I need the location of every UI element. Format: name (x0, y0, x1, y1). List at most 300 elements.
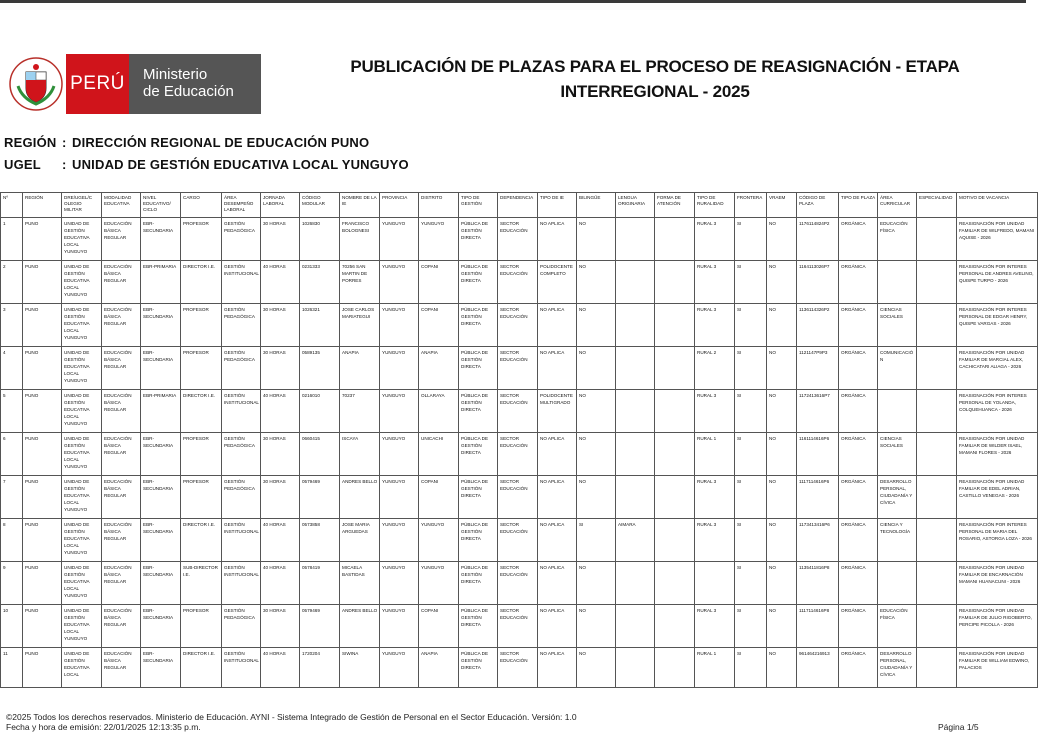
table-header: DEPENDENCIA (498, 193, 538, 218)
table-cell: UNIDAD DE GESTIÓN EDUCATIVA LOCAL YUNGUYO (62, 261, 102, 304)
table-row (1, 261, 1038, 304)
table-cell: DESARROLLO PERSONAL, CIUDADANÍA Y CÍVICA (878, 476, 917, 519)
table-cell: 0578419 (300, 562, 340, 605)
table-cell (616, 261, 655, 304)
table-cell: PUNO (23, 562, 62, 605)
table-cell: 40 HORAS (261, 648, 300, 688)
table-cell: UNIDAD DE GESTIÓN EDUCATIVA LOCAL (62, 648, 102, 688)
ugel-value: UNIDAD DE GESTIÓN EDUCATIVA LOCAL YUNGUYO (72, 157, 409, 172)
table-cell: 1135411816P8 (797, 562, 839, 605)
table-cell: SIWINA (340, 648, 380, 688)
table-cell: RURAL 3 (695, 261, 735, 304)
table-cell: DIRECTOR I.E. (181, 648, 222, 688)
table-cell: PROFESOR (181, 433, 222, 476)
table-cell: 30 HORAS (261, 347, 300, 390)
table-cell: SI (735, 519, 767, 562)
peru-brand-block (66, 54, 129, 114)
table-cell: ORGÁNICA (839, 347, 878, 390)
table-cell: NO APLICA (538, 519, 577, 562)
table-row (1, 433, 1038, 476)
table-cell: YUNGUYO (380, 648, 419, 688)
table-cell: YUNGUYO (380, 218, 419, 261)
table-cell (616, 476, 655, 519)
footer-copyright: ©2025 Todos los derechos reservados. Ministerio de Educación. AYNI - Sistema Integrado de Gestión de Personal en el Sector Educación. Versión: 1.0 (6, 712, 577, 722)
table-row (1, 218, 1038, 261)
table-cell: 30 HORAS (261, 218, 300, 261)
table-cell: PÚBLICA DE GESTIÓN DIRECTA (459, 562, 498, 605)
table-cell: SUB-DIRECTOR I.E. (181, 562, 222, 605)
table-cell: NO (767, 605, 797, 648)
table-header-row (1, 193, 1038, 218)
table-cell: AIMARA (616, 519, 655, 562)
table-cell: 3 (1, 304, 23, 347)
table-cell: PÚBLICA DE GESTIÓN DIRECTA (459, 390, 498, 433)
table-cell: PROFESOR (181, 304, 222, 347)
table-cell: SI (735, 433, 767, 476)
table-cell: UNIDAD DE GESTIÓN EDUCATIVA LOCAL YUNGUYO (62, 390, 102, 433)
vacancies-table (0, 192, 1038, 688)
table-header: MODALIDAD EDUCATIVA (102, 193, 141, 218)
table-cell (616, 433, 655, 476)
page-title (350, 54, 960, 104)
table-cell: REASIGNACIÓN POR UNIDAD FAMILIAR DE JULIO RIGOBERTO, PERCIPE PICOLLA - 2026 (957, 605, 1038, 648)
table-cell: EDUCACIÓN FÍSICA (878, 218, 917, 261)
table-cell: REASIGNACIÓN POR INTERES PERSONAL DE EDGAR HENRY, QUISPE VARGAS - 2026 (957, 304, 1038, 347)
region-label: REGIÓN (4, 135, 57, 150)
table-cell: EBR-SECUNDARIA (141, 304, 181, 347)
table-cell (655, 433, 695, 476)
table-cell (655, 476, 695, 519)
table-cell: PÚBLICA DE GESTIÓN DIRECTA (459, 476, 498, 519)
table-cell: 9 (1, 562, 23, 605)
table-cell (655, 304, 695, 347)
table-header: DISTRITO (419, 193, 459, 218)
table-body (1, 218, 1038, 688)
table-cell: EBR-SECUNDARIA (141, 605, 181, 648)
table-cell (616, 347, 655, 390)
table-cell: GESTIÓN INSTITUCIONAL (222, 519, 261, 562)
table-cell: ORGÁNICA (839, 519, 878, 562)
table-header: LENGUA ORIGINARIA (616, 193, 655, 218)
table-cell: 0660415 (300, 433, 340, 476)
table-cell: 40 HORAS (261, 390, 300, 433)
table-cell: PÚBLICA DE GESTIÓN DIRECTA (459, 218, 498, 261)
table-cell: NO APLICA (538, 648, 577, 688)
table-cell: EBR-PRIMARIA (141, 261, 181, 304)
table-cell: EBR-SECUNDARIA (141, 562, 181, 605)
table-cell: FRANCISCO BOLOGNESI (340, 218, 380, 261)
table-cell: NO (767, 304, 797, 347)
table-header: ÁREA CURRICULAR (878, 193, 917, 218)
table-cell: EDUCACIÓN BÁSICA REGULAR (102, 433, 141, 476)
table-cell: 1172413616P7 (797, 390, 839, 433)
brand-ministry-line1: Ministerio (143, 66, 208, 83)
table-cell: GESTIÓN PEDAGÓGICA (222, 218, 261, 261)
table-cell: SI (735, 261, 767, 304)
table-cell: ANDRES BELLO (340, 605, 380, 648)
top-rule (0, 0, 1026, 3)
table-cell: SECTOR EDUCACIÓN (498, 562, 538, 605)
table-cell: YUNGUYO (380, 433, 419, 476)
table-cell: RURAL 1 (695, 648, 735, 688)
table-cell: 8 (1, 519, 23, 562)
table-cell: 1121147P9P3 (797, 347, 839, 390)
table-cell: YUNGUYO (380, 390, 419, 433)
table-cell: CIENCIA Y TECNOLOGÍA (878, 519, 917, 562)
table-cell: NO APLICA (538, 605, 577, 648)
table-cell: UNIDAD DE GESTIÓN EDUCATIVA LOCAL YUNGUYO (62, 433, 102, 476)
table-cell: PÚBLICA DE GESTIÓN DIRECTA (459, 347, 498, 390)
table-header: CARGO (181, 193, 222, 218)
table-cell: 1720204 (300, 648, 340, 688)
table-cell: SI (735, 562, 767, 605)
table-cell: SECTOR EDUCACIÓN (498, 476, 538, 519)
table-cell: NO APLICA (538, 304, 577, 347)
table-cell: REASIGNACIÓN POR UNIDAD FAMILIAR DE EDEL ADRIAN, CASTILLO VENEGAS - 2026 (957, 476, 1038, 519)
table-header: TIPO DE GESTIÓN (459, 193, 498, 218)
table-cell (655, 347, 695, 390)
table-cell: REASIGNACIÓN POR UNIDAD FAMILIAR DE WILFREDO, MAMANI AQUISE - 2026 (957, 218, 1038, 261)
table-cell: EDUCACIÓN BÁSICA REGULAR (102, 648, 141, 688)
table-header: ESPECIALIDAD (917, 193, 957, 218)
table-cell: PUNO (23, 605, 62, 648)
table-cell: PROFESOR (181, 476, 222, 519)
table-header: FRONTERA (735, 193, 767, 218)
table-cell: SECTOR EDUCACIÓN (498, 605, 538, 648)
table-cell: YUNGUYO (419, 519, 459, 562)
table-header: TIPO DE PLAZA (839, 193, 878, 218)
title-line1: PUBLICACIÓN DE PLAZAS PARA EL PROCESO DE REASIGNACIÓN - ETAPA (350, 57, 960, 76)
table-cell (655, 519, 695, 562)
table-cell: 961464216913 (797, 648, 839, 688)
table-cell: ANAPIA (419, 648, 459, 688)
page-number: Página 1/5 (938, 722, 979, 732)
table-cell: NO APLICA (538, 433, 577, 476)
minedu-logo (8, 54, 254, 114)
table-cell: UNIDAD DE GESTIÓN EDUCATIVA LOCAL YUNGUYO (62, 304, 102, 347)
table-cell: EDUCACIÓN BÁSICA REGULAR (102, 519, 141, 562)
table-cell: ORGÁNICA (839, 605, 878, 648)
table-cell: RURAL 3 (695, 476, 735, 519)
table-cell (616, 648, 655, 688)
table-cell: 1161114616P6 (797, 433, 839, 476)
table-cell: GESTIÓN INSTITUCIONAL (222, 261, 261, 304)
table-cell: SI (735, 476, 767, 519)
table-cell: NO APLICA (538, 562, 577, 605)
table-row (1, 519, 1038, 562)
table-cell: SECTOR EDUCACIÓN (498, 390, 538, 433)
table-cell: EBR-SECUNDARIA (141, 347, 181, 390)
table-cell: GESTIÓN PEDAGÓGICA (222, 433, 261, 476)
table-cell: 70256 SAN MARTIN DE PORRES (340, 261, 380, 304)
table-cell: PUNO (23, 648, 62, 688)
table-cell: UNIDAD DE GESTIÓN EDUCATIVA LOCAL YUNGUYO (62, 218, 102, 261)
table-cell: PUNO (23, 476, 62, 519)
table-cell: PUNO (23, 347, 62, 390)
table-cell: EDUCACIÓN BÁSICA REGULAR (102, 476, 141, 519)
table-cell: SECTOR EDUCACIÓN (498, 304, 538, 347)
table-cell (655, 562, 695, 605)
table-cell: ANAPIA (419, 347, 459, 390)
table-cell: EBR-SECUNDARIA (141, 648, 181, 688)
table-cell: EDUCACIÓN FÍSICA (878, 605, 917, 648)
table-cell: 40 HORAS (261, 519, 300, 562)
table-cell: RURAL 3 (695, 605, 735, 648)
table-cell: DIRECTOR I.E. (181, 390, 222, 433)
table-row (1, 605, 1038, 648)
table-cell: NO (577, 476, 616, 519)
table-cell (616, 304, 655, 347)
table-cell: NO (767, 390, 797, 433)
ugel-line (4, 157, 409, 172)
table-cell: MICAELA BASTIDAS (340, 562, 380, 605)
table-cell: ORGÁNICA (839, 433, 878, 476)
table-header: DRE/UGEL/C OLEGIO MILITAR (62, 193, 102, 218)
table-row (1, 390, 1038, 433)
table-cell: SECTOR EDUCACIÓN (498, 433, 538, 476)
table-cell: UNIDAD DE GESTIÓN EDUCATIVA LOCAL YUNGUYO (62, 476, 102, 519)
table-cell: NO (767, 648, 797, 688)
table-cell: REASIGNACIÓN POR UNIDAD FAMILIAR DE WILDER ISAEL, MAMANI FLORES - 2026 (957, 433, 1038, 476)
table-cell: PUNO (23, 519, 62, 562)
table-cell: COPANI (419, 304, 459, 347)
table-cell: YUNGUYO (419, 562, 459, 605)
table-cell (917, 476, 957, 519)
table-cell: PÚBLICA DE GESTIÓN DIRECTA (459, 648, 498, 688)
table-row (1, 562, 1038, 605)
table-cell: EDUCACIÓN BÁSICA REGULAR (102, 347, 141, 390)
table-cell: EDUCACIÓN BÁSICA REGULAR (102, 304, 141, 347)
table-cell (655, 261, 695, 304)
table-cell: PROFESOR (181, 347, 222, 390)
table-cell: PUNO (23, 304, 62, 347)
table-cell: NO (767, 347, 797, 390)
table-cell: UNICACHI (419, 433, 459, 476)
table-cell: 0216010 (300, 390, 340, 433)
table-cell: REASIGNACIÓN POR INTERES PERSONAL DE MARIA DEL ROSARIO, ASTORGA LOZA - 2026 (957, 519, 1038, 562)
table-cell: NO (767, 519, 797, 562)
region-value: DIRECCIÓN REGIONAL DE EDUCACIÓN PUNO (72, 135, 370, 150)
table-header: VRAEM (767, 193, 797, 218)
table-cell: 4 (1, 347, 23, 390)
table-cell: 1026830 (300, 218, 340, 261)
table-cell: NO (577, 390, 616, 433)
table-cell: NO (577, 218, 616, 261)
table-cell: 30 HORAS (261, 476, 300, 519)
table-cell: 0573858 (300, 519, 340, 562)
table-cell: NO (767, 218, 797, 261)
table-cell (616, 605, 655, 648)
brand-ministry-line2: de Educación (143, 83, 234, 100)
table-cell: DESARROLLO PERSONAL, CIUDADANÍA Y CÍVICA (878, 648, 917, 688)
table-cell: NO (577, 347, 616, 390)
table-cell: PÚBLICA DE GESTIÓN DIRECTA (459, 605, 498, 648)
table-cell: 1164113026P7 (797, 261, 839, 304)
table-cell: EBR-SECUNDARIA (141, 476, 181, 519)
table-cell: ISCAYA (340, 433, 380, 476)
table-cell: 40 HORAS (261, 261, 300, 304)
ugel-colon: : (62, 157, 67, 172)
table-cell: ORGÁNICA (839, 304, 878, 347)
table-cell: 40 HORAS (261, 562, 300, 605)
table-cell: 11 (1, 648, 23, 688)
table-cell: PUNO (23, 218, 62, 261)
table-cell: YUNGUYO (419, 218, 459, 261)
table-cell: 1176114824P2 (797, 218, 839, 261)
table-cell: NO (577, 648, 616, 688)
table-cell: COPANI (419, 261, 459, 304)
table-cell: UNIDAD DE GESTIÓN EDUCATIVA LOCAL YUNGUYO (62, 562, 102, 605)
table-cell: 70237 (340, 390, 380, 433)
table-cell: EDUCACIÓN BÁSICA REGULAR (102, 218, 141, 261)
table-cell (917, 261, 957, 304)
table-cell: SECTOR EDUCACIÓN (498, 261, 538, 304)
table-cell: NO (577, 605, 616, 648)
table-cell (878, 562, 917, 605)
table-cell: JOSE MARIA ARGUEDAS (340, 519, 380, 562)
footer-emission-date: Fecha y hora de emisión: 22/01/2025 12:13:35 p.m. (6, 722, 201, 732)
table-row (1, 648, 1038, 688)
table-cell: 30 HORAS (261, 605, 300, 648)
table-cell (655, 648, 695, 688)
region-line (4, 135, 369, 150)
table-cell: REASIGNACIÓN POR UNIDAD FAMILIAR DE MARCIAL ALEX, CACHICATARI ALIAGA - 2026 (957, 347, 1038, 390)
table-cell: SECTOR EDUCACIÓN (498, 519, 538, 562)
table-cell: DIRECTOR I.E. (181, 261, 222, 304)
table-header: NOMBRE DE LA IE (340, 193, 380, 218)
table-cell: ORGÁNICA (839, 261, 878, 304)
table-cell: REASIGNACIÓN POR INTERES PERSONAL DE YOLANDA, COLQUEHUANCA - 2026 (957, 390, 1038, 433)
table-cell: REASIGNACIÓN POR UNIDAD FAMILIAR DE WILLIAM EDWINO, PALACIOS (957, 648, 1038, 688)
table-cell: YUNGUYO (380, 476, 419, 519)
table-cell: 1 (1, 218, 23, 261)
table-cell: PROFESOR (181, 218, 222, 261)
table-cell: EDUCACIÓN BÁSICA REGULAR (102, 605, 141, 648)
table-cell: NO (577, 562, 616, 605)
ugel-label: UGEL (4, 157, 41, 172)
table-cell: GESTIÓN INSTITUCIONAL (222, 562, 261, 605)
table-cell: DIRECTOR I.E. (181, 519, 222, 562)
table-cell (616, 562, 655, 605)
table-cell: RURAL 3 (695, 390, 735, 433)
table-cell: SI (735, 347, 767, 390)
table-cell: RURAL 1 (695, 433, 735, 476)
table-cell (616, 218, 655, 261)
table-cell (878, 261, 917, 304)
table-cell: UNIDAD DE GESTIÓN EDUCATIVA LOCAL YUNGUYO (62, 519, 102, 562)
table-cell: PÚBLICA DE GESTIÓN DIRECTA (459, 519, 498, 562)
table-header: ÁREA DESEMPEÑO LABORAL (222, 193, 261, 218)
table-cell: YUNGUYO (380, 347, 419, 390)
table-cell: EBR-SECUNDARIA (141, 218, 181, 261)
table-cell: NO (577, 433, 616, 476)
table-cell (655, 390, 695, 433)
table-header: CÓDIGO MODULAR (300, 193, 340, 218)
table-cell: OLLARAYA (419, 390, 459, 433)
table-cell: ANDRES BELLO (340, 476, 380, 519)
table-cell: 0579469 (300, 476, 340, 519)
table-cell: COMUNICACIÓN (878, 347, 917, 390)
table-cell: POLIDOCENTE COMPLETO (538, 261, 577, 304)
table-cell: 2 (1, 261, 23, 304)
table-cell: NO (577, 304, 616, 347)
table-cell: YUNGUYO (380, 519, 419, 562)
table-cell (917, 519, 957, 562)
table-cell (917, 390, 957, 433)
table-cell: SECTOR EDUCACIÓN (498, 218, 538, 261)
table-header: NIVEL EDUCATIVO/ CICLO (141, 193, 181, 218)
table-cell: 1136114326P2 (797, 304, 839, 347)
table-cell: 0231333 (300, 261, 340, 304)
table-cell: RURAL 2 (695, 347, 735, 390)
table-cell: 6 (1, 433, 23, 476)
table-cell: UNIDAD DE GESTIÓN EDUCATIVA LOCAL YUNGUYO (62, 347, 102, 390)
table-cell (616, 390, 655, 433)
table-cell: NO (767, 433, 797, 476)
ministry-brand-block (129, 54, 261, 114)
table-cell: JOSE CARLOS MARIATEGUI (340, 304, 380, 347)
table-cell: SI (735, 648, 767, 688)
table-cell: RURAL 3 (695, 218, 735, 261)
table-cell: EDUCACIÓN BÁSICA REGULAR (102, 261, 141, 304)
table-header: CÓDIGO DE PLAZA (797, 193, 839, 218)
table-cell: 5 (1, 390, 23, 433)
table-cell: RURAL 3 (695, 519, 735, 562)
table-cell: GESTIÓN PEDAGÓGICA (222, 476, 261, 519)
table-cell: 1117114616P8 (797, 605, 839, 648)
table-cell: UNIDAD DE GESTIÓN EDUCATIVA LOCAL YUNGUYO (62, 605, 102, 648)
table-row (1, 304, 1038, 347)
table-cell (878, 390, 917, 433)
table-cell: SI (735, 390, 767, 433)
table-cell: SI (735, 304, 767, 347)
table-header: BILINGÜE (577, 193, 616, 218)
table-cell: NO (767, 261, 797, 304)
table-cell: CIENCIAS SOCIALES (878, 433, 917, 476)
region-colon: : (62, 135, 67, 150)
table-cell: SI (735, 218, 767, 261)
table-cell (655, 605, 695, 648)
table-header: Nº (1, 193, 23, 218)
table-cell: ORGÁNICA (839, 562, 878, 605)
table-header: TIPO DE IE (538, 193, 577, 218)
table-cell (917, 648, 957, 688)
table-cell: EDUCACIÓN BÁSICA REGULAR (102, 390, 141, 433)
table-cell: YUNGUYO (380, 562, 419, 605)
table-cell (917, 304, 957, 347)
table-cell (917, 562, 957, 605)
table-cell (917, 605, 957, 648)
table-cell: SI (735, 605, 767, 648)
table-cell: 30 HORAS (261, 304, 300, 347)
table-header: PROVINCIA (380, 193, 419, 218)
table-cell: NO APLICA (538, 476, 577, 519)
table-cell: SECTOR EDUCACIÓN (498, 648, 538, 688)
table-cell: GESTIÓN PEDAGÓGICA (222, 605, 261, 648)
table-cell: COPANI (419, 476, 459, 519)
table-cell: PROFESOR (181, 605, 222, 648)
table-cell: NO (767, 562, 797, 605)
table-cell: GESTIÓN INSTITUCIONAL (222, 648, 261, 688)
table-cell (917, 433, 957, 476)
brand-country: PERÚ (70, 73, 125, 94)
table-cell: EBR-SECUNDARIA (141, 433, 181, 476)
table-header: FORMA DE ATENCIÓN (655, 193, 695, 218)
table-cell: PUNO (23, 390, 62, 433)
table-cell: ORGÁNICA (839, 390, 878, 433)
table-cell: 1173413416P6 (797, 519, 839, 562)
table-cell: 0579469 (300, 605, 340, 648)
